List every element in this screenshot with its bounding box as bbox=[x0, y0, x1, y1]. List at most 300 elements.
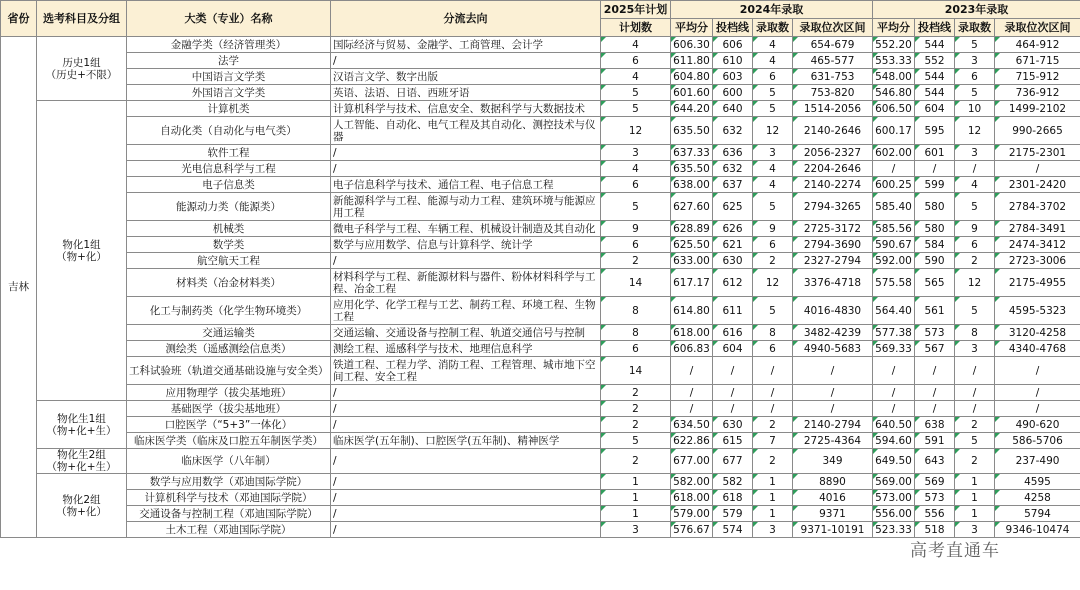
direction-cell: / bbox=[331, 385, 601, 401]
table-row bbox=[1, 253, 1080, 269]
rank-2024-cell: 4016-4830 bbox=[793, 297, 873, 325]
rank-2024-cell: 631-753 bbox=[793, 69, 873, 85]
line-2023-cell: 518 bbox=[915, 522, 955, 538]
table-row bbox=[1, 417, 1080, 433]
plan-count-cell: 2 bbox=[601, 385, 671, 401]
plan-count-cell: 6 bbox=[601, 237, 671, 253]
direction-cell: / bbox=[331, 522, 601, 538]
avg-2024-cell: 634.50 bbox=[671, 417, 713, 433]
avg-2023-cell: 548.00 bbox=[873, 69, 915, 85]
rank-2024-cell: 9371-10191 bbox=[793, 522, 873, 538]
count-2024-cell: 6 bbox=[753, 69, 793, 85]
avg-2023-cell: 585.40 bbox=[873, 193, 915, 221]
avg-2024-cell: 627.60 bbox=[671, 193, 713, 221]
header-rank-2024: 录取位次区间 bbox=[793, 19, 873, 37]
line-2024-cell: 640 bbox=[713, 101, 753, 117]
rank-2023-cell: 990-2665 bbox=[995, 117, 1080, 145]
rank-2023-cell: / bbox=[995, 161, 1080, 177]
avg-2023-cell: 573.00 bbox=[873, 490, 915, 506]
rank-2024-cell: 3376-4718 bbox=[793, 269, 873, 297]
avg-2023-cell: 602.00 bbox=[873, 145, 915, 161]
direction-cell: 数学与应用数学、信息与计算科学、统计学 bbox=[331, 237, 601, 253]
line-2024-cell: 582 bbox=[713, 474, 753, 490]
avg-2024-cell: 576.67 bbox=[671, 522, 713, 538]
avg-2024-cell: 614.80 bbox=[671, 297, 713, 325]
line-2024-cell: 574 bbox=[713, 522, 753, 538]
avg-2024-cell: 579.00 bbox=[671, 506, 713, 522]
count-2024-cell: 12 bbox=[753, 117, 793, 145]
count-2024-cell: / bbox=[753, 401, 793, 417]
line-2024-cell: 630 bbox=[713, 253, 753, 269]
avg-2023-cell: / bbox=[873, 161, 915, 177]
header-avg-2023: 平均分 bbox=[873, 19, 915, 37]
table-row bbox=[1, 385, 1080, 401]
avg-2023-cell: 577.38 bbox=[873, 325, 915, 341]
avg-2023-cell: 552.20 bbox=[873, 37, 915, 53]
rank-2023-cell: 4340-4768 bbox=[995, 341, 1080, 357]
major-cell: 应用物理学（拔尖基地班） bbox=[127, 385, 331, 401]
table-row bbox=[1, 433, 1080, 449]
count-2023-cell: / bbox=[955, 161, 995, 177]
table-row bbox=[1, 401, 1080, 417]
direction-cell: 国际经济与贸易、金融学、工商管理、会计学 bbox=[331, 37, 601, 53]
subject-group-cell: 物化生2组 （物+化+生） bbox=[37, 449, 127, 474]
line-2024-cell: 616 bbox=[713, 325, 753, 341]
rank-2023-cell: 2301-2420 bbox=[995, 177, 1080, 193]
table-row bbox=[1, 357, 1080, 385]
direction-cell: 应用化学、化学工程与工艺、制药工程、环境工程、生物工程 bbox=[331, 297, 601, 325]
rank-2024-cell: 1514-2056 bbox=[793, 101, 873, 117]
table-row bbox=[1, 341, 1080, 357]
avg-2023-cell: 569.00 bbox=[873, 474, 915, 490]
major-cell: 计算机科学与技术（邓迪国际学院） bbox=[127, 490, 331, 506]
rank-2023-cell: 4258 bbox=[995, 490, 1080, 506]
avg-2024-cell: 622.86 bbox=[671, 433, 713, 449]
plan-count-cell: 5 bbox=[601, 193, 671, 221]
avg-2024-cell: 638.00 bbox=[671, 177, 713, 193]
avg-2024-cell: 625.50 bbox=[671, 237, 713, 253]
table-header bbox=[1, 1, 1080, 37]
avg-2023-cell: 585.56 bbox=[873, 221, 915, 237]
count-2023-cell: 3 bbox=[955, 522, 995, 538]
count-2023-cell: 2 bbox=[955, 417, 995, 433]
major-cell: 机械类 bbox=[127, 221, 331, 237]
header-admit-2023: 2023年录取 bbox=[873, 1, 1080, 19]
subject-group-cell: 物化2组 （物+化） bbox=[37, 474, 127, 538]
count-2023-cell: / bbox=[955, 385, 995, 401]
plan-count-cell: 1 bbox=[601, 490, 671, 506]
plan-count-cell: 3 bbox=[601, 145, 671, 161]
rank-2024-cell: / bbox=[793, 357, 873, 385]
avg-2024-cell: 582.00 bbox=[671, 474, 713, 490]
direction-cell: 新能源科学与工程、能源与动力工程、建筑环境与能源应用工程 bbox=[331, 193, 601, 221]
plan-count-cell: 14 bbox=[601, 269, 671, 297]
count-2023-cell: 1 bbox=[955, 506, 995, 522]
avg-2023-cell: 546.80 bbox=[873, 85, 915, 101]
rank-2024-cell: 2204-2646 bbox=[793, 161, 873, 177]
count-2023-cell: 2 bbox=[955, 449, 995, 474]
avg-2024-cell: 618.00 bbox=[671, 490, 713, 506]
header-line-2023: 投档线 bbox=[915, 19, 955, 37]
line-2023-cell: 573 bbox=[915, 325, 955, 341]
avg-2024-cell: / bbox=[671, 357, 713, 385]
header-admit-2024: 2024年录取 bbox=[671, 1, 873, 19]
line-2023-cell: 580 bbox=[915, 221, 955, 237]
count-2024-cell: 4 bbox=[753, 177, 793, 193]
avg-2023-cell: 575.58 bbox=[873, 269, 915, 297]
line-2024-cell: 610 bbox=[713, 53, 753, 69]
count-2024-cell: 2 bbox=[753, 417, 793, 433]
rank-2024-cell: 9371 bbox=[793, 506, 873, 522]
line-2024-cell: 677 bbox=[713, 449, 753, 474]
major-cell: 法学 bbox=[127, 53, 331, 69]
plan-count-cell: 2 bbox=[601, 449, 671, 474]
table-row bbox=[1, 53, 1080, 69]
line-2023-cell: 584 bbox=[915, 237, 955, 253]
line-2023-cell: / bbox=[915, 401, 955, 417]
direction-cell: 人工智能、自动化、电气工程及其自动化、测控技术与仪器 bbox=[331, 117, 601, 145]
count-2023-cell: 2 bbox=[955, 253, 995, 269]
direction-cell: 材料科学与工程、新能源材料与器件、粉体材料科学与工程、冶金工程 bbox=[331, 269, 601, 297]
count-2024-cell: / bbox=[753, 357, 793, 385]
major-cell: 交通运输类 bbox=[127, 325, 331, 341]
line-2023-cell: 601 bbox=[915, 145, 955, 161]
count-2024-cell: 2 bbox=[753, 253, 793, 269]
rank-2024-cell: 654-679 bbox=[793, 37, 873, 53]
count-2023-cell: 1 bbox=[955, 490, 995, 506]
direction-cell: / bbox=[331, 474, 601, 490]
major-cell: 航空航天工程 bbox=[127, 253, 331, 269]
avg-2024-cell: 628.89 bbox=[671, 221, 713, 237]
count-2024-cell: 3 bbox=[753, 522, 793, 538]
line-2023-cell: 556 bbox=[915, 506, 955, 522]
rank-2024-cell: 349 bbox=[793, 449, 873, 474]
avg-2024-cell: 644.20 bbox=[671, 101, 713, 117]
avg-2024-cell: 611.80 bbox=[671, 53, 713, 69]
line-2023-cell: 604 bbox=[915, 101, 955, 117]
count-2024-cell: 5 bbox=[753, 85, 793, 101]
line-2024-cell: 626 bbox=[713, 221, 753, 237]
count-2023-cell: 3 bbox=[955, 341, 995, 357]
table-row bbox=[1, 269, 1080, 297]
line-2024-cell: 637 bbox=[713, 177, 753, 193]
rank-2023-cell: 3120-4258 bbox=[995, 325, 1080, 341]
count-2024-cell: 8 bbox=[753, 325, 793, 341]
count-2024-cell: 7 bbox=[753, 433, 793, 449]
table-row bbox=[1, 449, 1080, 474]
count-2023-cell: 5 bbox=[955, 193, 995, 221]
table-row bbox=[1, 221, 1080, 237]
count-2023-cell: 9 bbox=[955, 221, 995, 237]
major-cell: 金融学类（经济管理类） bbox=[127, 37, 331, 53]
rank-2024-cell: 465-577 bbox=[793, 53, 873, 69]
avg-2023-cell: / bbox=[873, 385, 915, 401]
direction-cell: / bbox=[331, 449, 601, 474]
rank-2023-cell: 715-912 bbox=[995, 69, 1080, 85]
major-cell: 计算机类 bbox=[127, 101, 331, 117]
major-cell: 自动化类（自动化与电气类） bbox=[127, 117, 331, 145]
plan-count-cell: 5 bbox=[601, 101, 671, 117]
header-major: 大类（专业）名称 bbox=[127, 1, 331, 37]
rank-2024-cell: 2140-2794 bbox=[793, 417, 873, 433]
rank-2023-cell: 4595 bbox=[995, 474, 1080, 490]
count-2024-cell: 5 bbox=[753, 193, 793, 221]
line-2023-cell: 643 bbox=[915, 449, 955, 474]
major-cell: 口腔医学（“5+3”一体化） bbox=[127, 417, 331, 433]
header-plan-count: 计划数 bbox=[601, 19, 671, 37]
major-cell: 电子信息类 bbox=[127, 177, 331, 193]
count-2024-cell: 6 bbox=[753, 237, 793, 253]
count-2023-cell: 5 bbox=[955, 297, 995, 325]
line-2024-cell: 606 bbox=[713, 37, 753, 53]
count-2024-cell: / bbox=[753, 385, 793, 401]
plan-count-cell: 5 bbox=[601, 85, 671, 101]
rank-2023-cell: 1499-2102 bbox=[995, 101, 1080, 117]
line-2024-cell: 603 bbox=[713, 69, 753, 85]
avg-2023-cell: 590.67 bbox=[873, 237, 915, 253]
direction-cell: 微电子科学与工程、车辆工程、机械设计制造及其自动化 bbox=[331, 221, 601, 237]
count-2024-cell: 9 bbox=[753, 221, 793, 237]
avg-2023-cell: 564.40 bbox=[873, 297, 915, 325]
line-2024-cell: 612 bbox=[713, 269, 753, 297]
line-2024-cell: 630 bbox=[713, 417, 753, 433]
line-2023-cell: 544 bbox=[915, 69, 955, 85]
table-row bbox=[1, 69, 1080, 85]
avg-2024-cell: / bbox=[671, 385, 713, 401]
major-cell: 能源动力类（能源类） bbox=[127, 193, 331, 221]
direction-cell: / bbox=[331, 401, 601, 417]
header-plan-2025: 2025年计划 bbox=[601, 1, 671, 19]
count-2024-cell: 12 bbox=[753, 269, 793, 297]
rank-2023-cell: 736-912 bbox=[995, 85, 1080, 101]
line-2023-cell: 567 bbox=[915, 341, 955, 357]
direction-cell: 铁道工程、工程力学、消防工程、工程管理、城市地下空间工程、安全工程 bbox=[331, 357, 601, 385]
rank-2023-cell: / bbox=[995, 357, 1080, 385]
table-row bbox=[1, 37, 1080, 53]
line-2024-cell: 579 bbox=[713, 506, 753, 522]
table-row bbox=[1, 117, 1080, 145]
rank-2024-cell: 2140-2646 bbox=[793, 117, 873, 145]
line-2023-cell: 544 bbox=[915, 85, 955, 101]
line-2024-cell: 632 bbox=[713, 161, 753, 177]
subject-group-cell: 物化1组 （物+化） bbox=[37, 101, 127, 401]
line-2023-cell: 544 bbox=[915, 37, 955, 53]
line-2023-cell: 552 bbox=[915, 53, 955, 69]
plan-count-cell: 4 bbox=[601, 69, 671, 85]
plan-count-cell: 14 bbox=[601, 357, 671, 385]
avg-2024-cell: 635.50 bbox=[671, 161, 713, 177]
direction-cell: 汉语言文学、数字出版 bbox=[331, 69, 601, 85]
avg-2023-cell: 592.00 bbox=[873, 253, 915, 269]
direction-cell: 英语、法语、日语、西班牙语 bbox=[331, 85, 601, 101]
table-row bbox=[1, 474, 1080, 490]
avg-2023-cell: 640.50 bbox=[873, 417, 915, 433]
line-2023-cell: 565 bbox=[915, 269, 955, 297]
avg-2024-cell: 618.00 bbox=[671, 325, 713, 341]
major-cell: 测绘类（遥感测绘信息类） bbox=[127, 341, 331, 357]
count-2023-cell: 5 bbox=[955, 37, 995, 53]
rank-2024-cell: 3482-4239 bbox=[793, 325, 873, 341]
line-2023-cell: 638 bbox=[915, 417, 955, 433]
line-2023-cell: 590 bbox=[915, 253, 955, 269]
avg-2023-cell: 649.50 bbox=[873, 449, 915, 474]
count-2023-cell: / bbox=[955, 357, 995, 385]
direction-cell: 交通运输、交通设备与控制工程、轨道交通信号与控制 bbox=[331, 325, 601, 341]
rank-2023-cell: 464-912 bbox=[995, 37, 1080, 53]
rank-2024-cell: 2327-2794 bbox=[793, 253, 873, 269]
count-2023-cell: 12 bbox=[955, 117, 995, 145]
count-2023-cell: 8 bbox=[955, 325, 995, 341]
line-2023-cell: 569 bbox=[915, 474, 955, 490]
major-cell: 外国语言文学类 bbox=[127, 85, 331, 101]
header-line-2024: 投档线 bbox=[713, 19, 753, 37]
province-cell: 吉林 bbox=[1, 37, 37, 538]
table-row bbox=[1, 297, 1080, 325]
header-subject-group: 选考科目及分组 bbox=[37, 1, 127, 37]
count-2024-cell: 3 bbox=[753, 145, 793, 161]
avg-2024-cell: 633.00 bbox=[671, 253, 713, 269]
direction-cell: 测绘工程、遥感科学与技术、地理信息科学 bbox=[331, 341, 601, 357]
header-province: 省份 bbox=[1, 1, 37, 37]
avg-2023-cell: 553.33 bbox=[873, 53, 915, 69]
count-2023-cell: 3 bbox=[955, 145, 995, 161]
rank-2023-cell: 2784-3702 bbox=[995, 193, 1080, 221]
line-2024-cell: 600 bbox=[713, 85, 753, 101]
line-2023-cell: 580 bbox=[915, 193, 955, 221]
subject-group-cell: 物化生1组 （物+化+生） bbox=[37, 401, 127, 449]
major-cell: 临床医学类（临床及口腔五年制医学类） bbox=[127, 433, 331, 449]
line-2023-cell: 595 bbox=[915, 117, 955, 145]
rank-2024-cell: 4940-5683 bbox=[793, 341, 873, 357]
rank-2023-cell: 2175-4955 bbox=[995, 269, 1080, 297]
avg-2023-cell: / bbox=[873, 401, 915, 417]
line-2024-cell: 618 bbox=[713, 490, 753, 506]
major-cell: 光电信息科学与工程 bbox=[127, 161, 331, 177]
rank-2024-cell: 8890 bbox=[793, 474, 873, 490]
direction-cell: / bbox=[331, 490, 601, 506]
count-2024-cell: 5 bbox=[753, 297, 793, 325]
avg-2024-cell: 604.80 bbox=[671, 69, 713, 85]
watermark: 高考直通车 bbox=[910, 541, 1000, 561]
direction-cell: 计算机科学与技术、信息安全、数据科学与大数据技术 bbox=[331, 101, 601, 117]
header-avg-2024: 平均分 bbox=[671, 19, 713, 37]
rank-2024-cell: 4016 bbox=[793, 490, 873, 506]
rank-2023-cell: / bbox=[995, 401, 1080, 417]
rank-2023-cell: 2175-2301 bbox=[995, 145, 1080, 161]
line-2024-cell: 632 bbox=[713, 117, 753, 145]
table-body bbox=[1, 37, 1080, 538]
avg-2024-cell: 677.00 bbox=[671, 449, 713, 474]
direction-cell: / bbox=[331, 53, 601, 69]
plan-count-cell: 4 bbox=[601, 161, 671, 177]
count-2024-cell: 4 bbox=[753, 53, 793, 69]
rank-2024-cell: 2794-3690 bbox=[793, 237, 873, 253]
avg-2024-cell: 637.33 bbox=[671, 145, 713, 161]
count-2024-cell: 1 bbox=[753, 490, 793, 506]
avg-2024-cell: 617.17 bbox=[671, 269, 713, 297]
avg-2024-cell: / bbox=[671, 401, 713, 417]
table-row bbox=[1, 506, 1080, 522]
major-cell: 软件工程 bbox=[127, 145, 331, 161]
table-row bbox=[1, 177, 1080, 193]
header-count-2024: 录取数 bbox=[753, 19, 793, 37]
direction-cell: / bbox=[331, 145, 601, 161]
count-2024-cell: 5 bbox=[753, 101, 793, 117]
table-row bbox=[1, 237, 1080, 253]
direction-cell: 临床医学(五年制)、口腔医学(五年制)、精神医学 bbox=[331, 433, 601, 449]
table-row bbox=[1, 101, 1080, 117]
count-2024-cell: 2 bbox=[753, 449, 793, 474]
plan-count-cell: 9 bbox=[601, 221, 671, 237]
count-2024-cell: 1 bbox=[753, 474, 793, 490]
line-2023-cell: 591 bbox=[915, 433, 955, 449]
rank-2023-cell: 586-5706 bbox=[995, 433, 1080, 449]
major-cell: 交通设备与控制工程（邓迪国际学院） bbox=[127, 506, 331, 522]
count-2023-cell: 6 bbox=[955, 237, 995, 253]
rank-2023-cell: 5794 bbox=[995, 506, 1080, 522]
line-2024-cell: / bbox=[713, 385, 753, 401]
direction-cell: / bbox=[331, 506, 601, 522]
plan-count-cell: 2 bbox=[601, 417, 671, 433]
rank-2023-cell: / bbox=[995, 385, 1080, 401]
major-cell: 数学与应用数学（邓迪国际学院） bbox=[127, 474, 331, 490]
plan-count-cell: 1 bbox=[601, 506, 671, 522]
line-2024-cell: / bbox=[713, 357, 753, 385]
major-cell: 临床医学（八年制） bbox=[127, 449, 331, 474]
avg-2024-cell: 606.30 bbox=[671, 37, 713, 53]
major-cell: 基础医学（拔尖基地班） bbox=[127, 401, 331, 417]
avg-2023-cell: 600.25 bbox=[873, 177, 915, 193]
count-2024-cell: 4 bbox=[753, 37, 793, 53]
rank-2023-cell: 2474-3412 bbox=[995, 237, 1080, 253]
count-2023-cell: 1 bbox=[955, 474, 995, 490]
count-2023-cell: 12 bbox=[955, 269, 995, 297]
plan-count-cell: 6 bbox=[601, 341, 671, 357]
direction-cell: / bbox=[331, 417, 601, 433]
avg-2023-cell: 606.50 bbox=[873, 101, 915, 117]
table-row bbox=[1, 325, 1080, 341]
rank-2023-cell: 490-620 bbox=[995, 417, 1080, 433]
line-2024-cell: 621 bbox=[713, 237, 753, 253]
major-cell: 土木工程（邓迪国际学院） bbox=[127, 522, 331, 538]
line-2023-cell: 561 bbox=[915, 297, 955, 325]
major-cell: 中国语言文学类 bbox=[127, 69, 331, 85]
plan-count-cell: 1 bbox=[601, 474, 671, 490]
line-2024-cell: 615 bbox=[713, 433, 753, 449]
header-rank-2023: 录取位次区间 bbox=[995, 19, 1080, 37]
line-2023-cell: 599 bbox=[915, 177, 955, 193]
avg-2023-cell: 523.33 bbox=[873, 522, 915, 538]
count-2023-cell: 6 bbox=[955, 69, 995, 85]
header-count-2023: 录取数 bbox=[955, 19, 995, 37]
rank-2023-cell: 4595-5323 bbox=[995, 297, 1080, 325]
rank-2024-cell: 2056-2327 bbox=[793, 145, 873, 161]
plan-count-cell: 6 bbox=[601, 53, 671, 69]
count-2023-cell: 3 bbox=[955, 53, 995, 69]
table-row bbox=[1, 145, 1080, 161]
line-2023-cell: / bbox=[915, 385, 955, 401]
header-direction: 分流去向 bbox=[331, 1, 601, 37]
plan-count-cell: 6 bbox=[601, 177, 671, 193]
count-2024-cell: 1 bbox=[753, 506, 793, 522]
table-row bbox=[1, 193, 1080, 221]
plan-count-cell: 2 bbox=[601, 401, 671, 417]
rank-2023-cell: 671-715 bbox=[995, 53, 1080, 69]
line-2024-cell: / bbox=[713, 401, 753, 417]
avg-2023-cell: / bbox=[873, 357, 915, 385]
plan-count-cell: 4 bbox=[601, 37, 671, 53]
table-row bbox=[1, 490, 1080, 506]
